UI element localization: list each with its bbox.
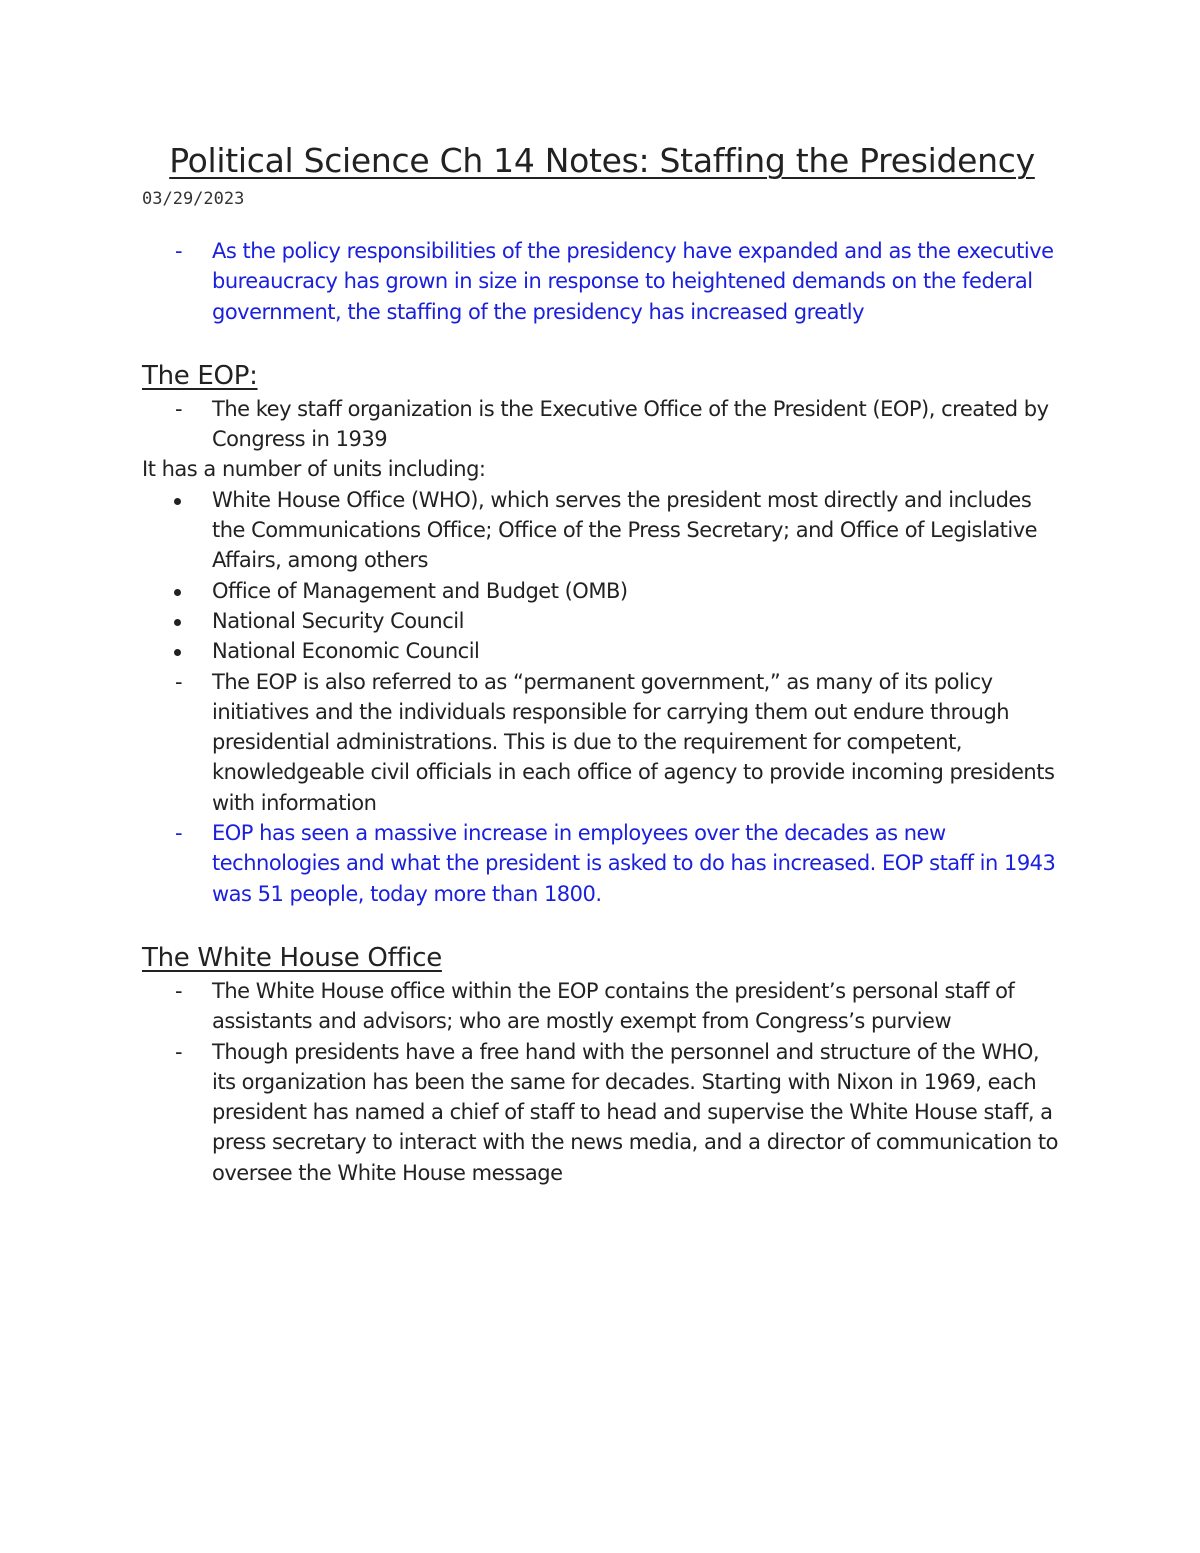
eop-units-list	[142, 485, 1062, 909]
who-heading: The White House Office	[142, 942, 442, 973]
document-date: 03/29/2023	[142, 189, 245, 209]
eop-permanent-item: - The EOP is also referred to as “permanent government,” as many of its policy initiatives and the individuals responsible for carrying them out endure through presidential administrations. This is due to the requirement for competent, knowledgeable civil officials in each office of agency to provide incoming presidents with information	[142, 667, 1062, 818]
eop-units-intro: It has a number of units including:	[142, 457, 486, 482]
eop-unit-item: White House Office (WHO), which serves the president most directly and includes the Communications Office; Office of the Press Secretary; and Office of Legislative Affairs, among others	[142, 485, 1062, 576]
intro-list	[142, 236, 1062, 327]
document-title: Political Science Ch 14 Notes: Staffing the Presidency	[169, 141, 1035, 180]
who-item: - The White House office within the EOP contains the president’s personal staff of assistants and advisors; who are mostly exempt from Congress’s purview	[142, 976, 1062, 1037]
eop-unit-item: Office of Management and Budget (OMB)	[142, 576, 1062, 606]
who-list	[142, 976, 1062, 1188]
who-item: - Though presidents have a free hand with the personnel and structure of the WHO, its organization has been the same for decades. Starting with Nixon in 1969, each president has named a chief of staff to head and supervise the White House staff, a press secretary to interact with the news media, and a director of communication to oversee the White House message	[142, 1037, 1062, 1188]
intro-item: - As the policy responsibilities of the presidency have expanded and as the executive bureaucracy has grown in size in response to heightened demands on the federal government, the staffing of the presidency has increased greatly	[142, 236, 1062, 327]
eop-growth-item: - EOP has seen a massive increase in employees over the decades as new technologies and what the president is asked to do has increased. EOP staff in 1943 was 51 people, today more than 1800.	[142, 818, 1062, 909]
eop-heading: The EOP:	[142, 360, 258, 391]
eop-unit-item: National Security Council	[142, 606, 1062, 636]
eop-unit-item: National Economic Council	[142, 636, 1062, 666]
document-page	[142, 138, 1062, 1188]
eop-key-list	[142, 394, 1062, 455]
eop-key-item: - The key staff organization is the Executive Office of the President (EOP), created by Congress in 1939	[142, 394, 1062, 455]
